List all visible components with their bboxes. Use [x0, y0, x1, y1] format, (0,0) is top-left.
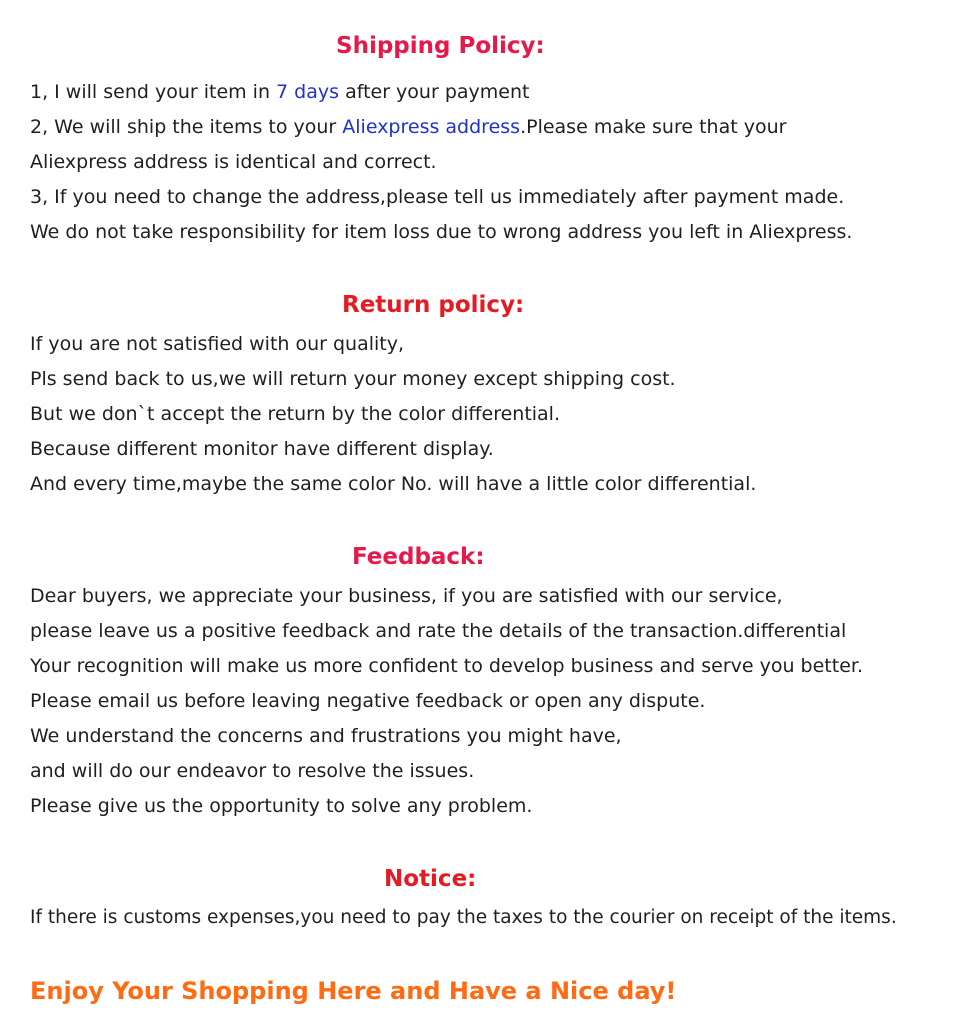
feedback-line: Dear buyers, we appreciate your business, if you are satisfied with our service,	[30, 585, 783, 607]
return-line: If you are not satisfied with our quality,	[30, 333, 405, 355]
shipping-line-4: 3, If you need to change the address,please tell us immediately after payment made.	[30, 186, 845, 208]
shipping-line-3: Aliexpress address is identical and correct.	[30, 151, 437, 173]
feedback-line: and will do our endeavor to resolve the issues.	[30, 760, 475, 782]
return-line: And every time,maybe the same color No. will have a little color differential.	[30, 473, 757, 495]
feedback-line: Your recognition will make us more confident to develop business and serve you better.	[30, 655, 863, 677]
shipping-policy-heading: Shipping Policy:	[336, 33, 545, 59]
shipping-line-2	[30, 115, 786, 139]
notice-heading: Notice:	[384, 866, 477, 892]
shipping-line-5: We do not take responsibility for item loss due to wrong address you left in Aliexpress.	[30, 221, 853, 243]
return-line: Pls send back to us,we will return your money except shipping cost.	[30, 368, 676, 390]
feedback-line: We understand the concerns and frustrations you might have,	[30, 725, 622, 747]
feedback-line: please leave us a positive feedback and rate the details of the transaction.differential	[30, 620, 847, 642]
feedback-heading: Feedback:	[352, 544, 485, 570]
shipping-line-1-end: after your payment	[339, 81, 530, 103]
shipping-days-highlight: 7 days	[276, 81, 340, 103]
return-policy-heading: Return policy:	[342, 292, 525, 318]
feedback-line: Please email us before leaving negative feedback or open any dispute.	[30, 690, 706, 712]
shipping-line-2-start: 2, We will ship the items to your	[30, 116, 343, 138]
notice-line: If there is customs expenses,you need to pay the taxes to the courier on receipt of the items.	[30, 907, 897, 928]
feedback-line: Please give us the opportunity to solve any problem.	[30, 795, 533, 817]
shipping-line-2-end: .Please make sure that your	[520, 116, 787, 138]
closing-message: Enjoy Your Shopping Here and Have a Nice day!	[30, 977, 677, 1005]
return-line: But we don`t accept the return by the color differential.	[30, 403, 561, 425]
return-line: Because different monitor have different display.	[30, 438, 494, 460]
shipping-line-1	[30, 80, 529, 104]
shipping-line-1-start: 1, I will send your item in	[30, 81, 277, 103]
shipping-address-highlight: Aliexpress address	[342, 116, 521, 138]
